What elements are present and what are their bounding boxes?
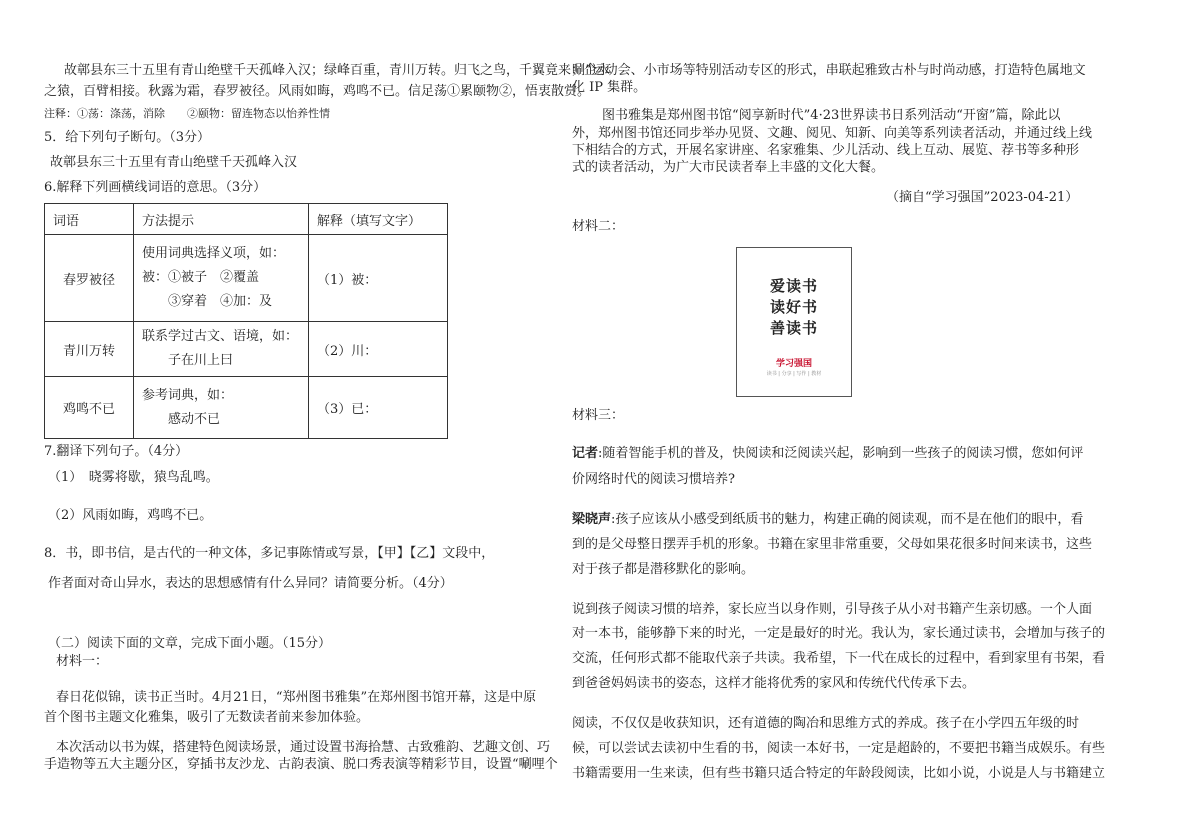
hint-line: ③穿着 ④加：及 [142, 294, 273, 309]
question-7: 7.翻译下列句子。（4分） [44, 444, 189, 459]
liang-answer-text: :孩子应该从小感受到纸质书的魅力，构建正确的阅读观，而不是在他们的眼中，看 [611, 512, 1084, 527]
question-8-line-1: 8．书，即书信，是古代的一种文体，多记事陈情或写景，【甲】【乙】文段中， [44, 546, 495, 561]
table-hint [134, 235, 309, 322]
material-1-para-2-line-2: 手造物等五大主题分区，穿插书友沙龙、古韵表演、脱口秀表演等精彩节目，设置“唰哩个 [44, 757, 558, 772]
table-word: 青川万转 [45, 322, 134, 377]
material-3-label: 材料三： [572, 408, 625, 423]
habit-para-line-3: 交流，任何形式都不能取代亲子共读。我希望，下一代在成长的过程中，看到家里有书架，看 [572, 651, 1106, 666]
material-1-para-1-line-2: 首个图书主题文化雅集，吸引了无数读者前来参加体验。 [44, 710, 370, 725]
hint-line: 参考词典，如： [142, 387, 234, 403]
continued-line-1: 唰”运动会、小市场等特别活动专区的形式，串联起雅致古朴与时尚动感，打造特色属地文 [572, 63, 1086, 78]
liang-answer-line-3: 对于孩子都是潜移默化的影响。 [572, 562, 755, 577]
poem-line-1: 故鄣县东三十五里有青山绝壁千天孤峰入汉；绿峰百重，青川万转。归飞之鸟，千翼竟来；企水 [64, 63, 611, 78]
annotation-note: 注释：①荡：涤荡，消除 ②颐物：留连物态以怡养性情 [44, 107, 330, 120]
habit-para-line-1: 说到孩子阅读习惯的培养，家长应当以身作则，引导孩子从小对书籍产生亲切感。一个人面 [572, 602, 1093, 617]
question-7-item-2: （2）风雨如晦，鸡鸣不已。 [48, 508, 213, 523]
library-para-line-1: 图书雅集是郑州图书馆“阅享新时代”4·23世界读书日系列活动“开窗”篇，除此以 [602, 108, 1061, 123]
liang-label: 梁晓声 [572, 512, 612, 527]
vocab-table [44, 203, 448, 439]
material-2-label: 材料二： [572, 219, 625, 234]
material-1-para-2-line-1: 本次活动以书为媒，搭建特色阅读场景，通过设置书海拾慧、古致雅韵、艺趣文创、巧 [56, 740, 551, 755]
section-2-heading: （二）阅读下面的文章，完成下面小题。（15分） [48, 636, 332, 651]
reporter-label: 记者 [572, 446, 599, 461]
material-1-label: 材料一： [56, 654, 109, 669]
hint-line: 使用词典选择义项，如： [142, 246, 286, 261]
table-hint [134, 377, 309, 439]
library-para-line-4: 式的读者活动，为广大市民读者奉上丰盛的文化大餐。 [572, 160, 885, 175]
table-answer[interactable]: （2）川： [309, 322, 448, 377]
question-6: 6.解释下列画横线词语的意思。（3分） [44, 180, 267, 195]
poem-line-2: 之猿，百臂相接。秋露为霜，春罗被径。风雨如晦，鸡鸣不已。信足荡①累颐物②，悟衷散赏。 [44, 84, 591, 99]
reading-para-line-1: 阅读，不仅仅是收获知识，还有道德的陶冶和思维方式的养成。孩子在小学四五年级的时 [572, 716, 1080, 731]
source-citation: （摘自“学习强国”2023-04-21） [886, 190, 1079, 205]
library-para-line-2: 外，郑州图书馆还同步举办见贤、文趣、阅见、知新、向美等系列读者活动，并通过线上线 [572, 126, 1093, 141]
poster-footer: 读书 | 分享 | 写作 | 教材 [766, 371, 822, 377]
reporter-question-text: :随着智能手机的普及，快阅读和泛阅读兴起，影响到一些孩子的阅读习惯，您如何评 [598, 446, 1084, 461]
table-answer[interactable]: （3）已： [309, 377, 448, 439]
question-5: 5．给下列句子断句。（3分） [44, 130, 211, 145]
question-8-line-2: 作者面对奇山异水，表达的思想感情有什么异同？请简要分析。（4分） [48, 576, 453, 591]
table-answer[interactable]: （1）被： [309, 235, 448, 322]
habit-para-line-2: 对一本书，能够静下来的时光，一定是最好的时光。我认为，家长通过读书，会增加与孩子的 [572, 626, 1106, 641]
table-header: 词语 [45, 204, 134, 235]
table-word: 鸡鸣不已 [45, 377, 134, 439]
poster-line: 读好书 [769, 298, 818, 316]
habit-para-line-4: 到爸爸妈妈读书的姿态，这样才能将优秀的家风和传统代代传承下去。 [572, 676, 976, 691]
table-hint [134, 322, 309, 377]
xuexi-logo: 学习强国 [775, 359, 812, 369]
table-header: 方法提示 [134, 204, 309, 235]
right-column [560, 0, 1200, 830]
table-row [45, 322, 448, 377]
table-row [45, 235, 448, 322]
table-header-row [45, 204, 448, 235]
question-5-text: 故鄣县东三十五里有青山绝壁千天孤峰入汉 [50, 155, 298, 170]
table-row [45, 377, 448, 439]
reading-para-line-2: 候，可以尝试去读初中生看的书，阅读一本好书，一定是超龄的，不要把书籍当成娱乐。有些 [572, 741, 1106, 756]
hint-line: 感动不已 [142, 411, 221, 427]
poster-line: 爱读书 [769, 277, 818, 295]
table-header: 解释（填写文字） [309, 204, 448, 235]
hint-line: 子在川上曰 [142, 353, 234, 368]
hint-line: 被：①被子 ②覆盖 [142, 270, 260, 285]
liang-answer-line-2: 到的是父母整日摆弄手机的形象。书籍在家里非常重要，父母如果花很多时间来读书，这些 [572, 537, 1093, 552]
reading-para-line-3: 书籍需要用一生来读，但有些书籍只适合特定的年龄段阅读，比如小说，小说是人与书籍建立 [572, 766, 1106, 781]
table-word: 春罗被径 [45, 235, 134, 322]
reading-poster-image [736, 247, 852, 397]
hint-line: 联系学过古文、语境，如： [142, 329, 299, 344]
reporter-question-line-1 [572, 446, 1083, 462]
poster-line: 善读书 [769, 319, 818, 337]
poster-slogan [737, 276, 851, 339]
reporter-question-line-2: 价网络时代的阅读习惯培养? [572, 472, 735, 487]
material-1-para-1-line-1: 春日花似锦，读书正当时。4月21日，“郑州图书雅集”在郑州图书馆开幕，这是中原 [56, 690, 537, 705]
liang-answer-line-1 [572, 512, 1083, 528]
library-para-line-3: 下相结合的方式，开展名家讲座、名家雅集、少儿活动、线上互动、展览、荐书等多种形 [572, 143, 1080, 158]
continued-line-2: 化 IP 集群。 [572, 80, 647, 95]
question-7-item-1: （1） 晓雾将歇，猿鸟乱鸣。 [48, 470, 219, 485]
